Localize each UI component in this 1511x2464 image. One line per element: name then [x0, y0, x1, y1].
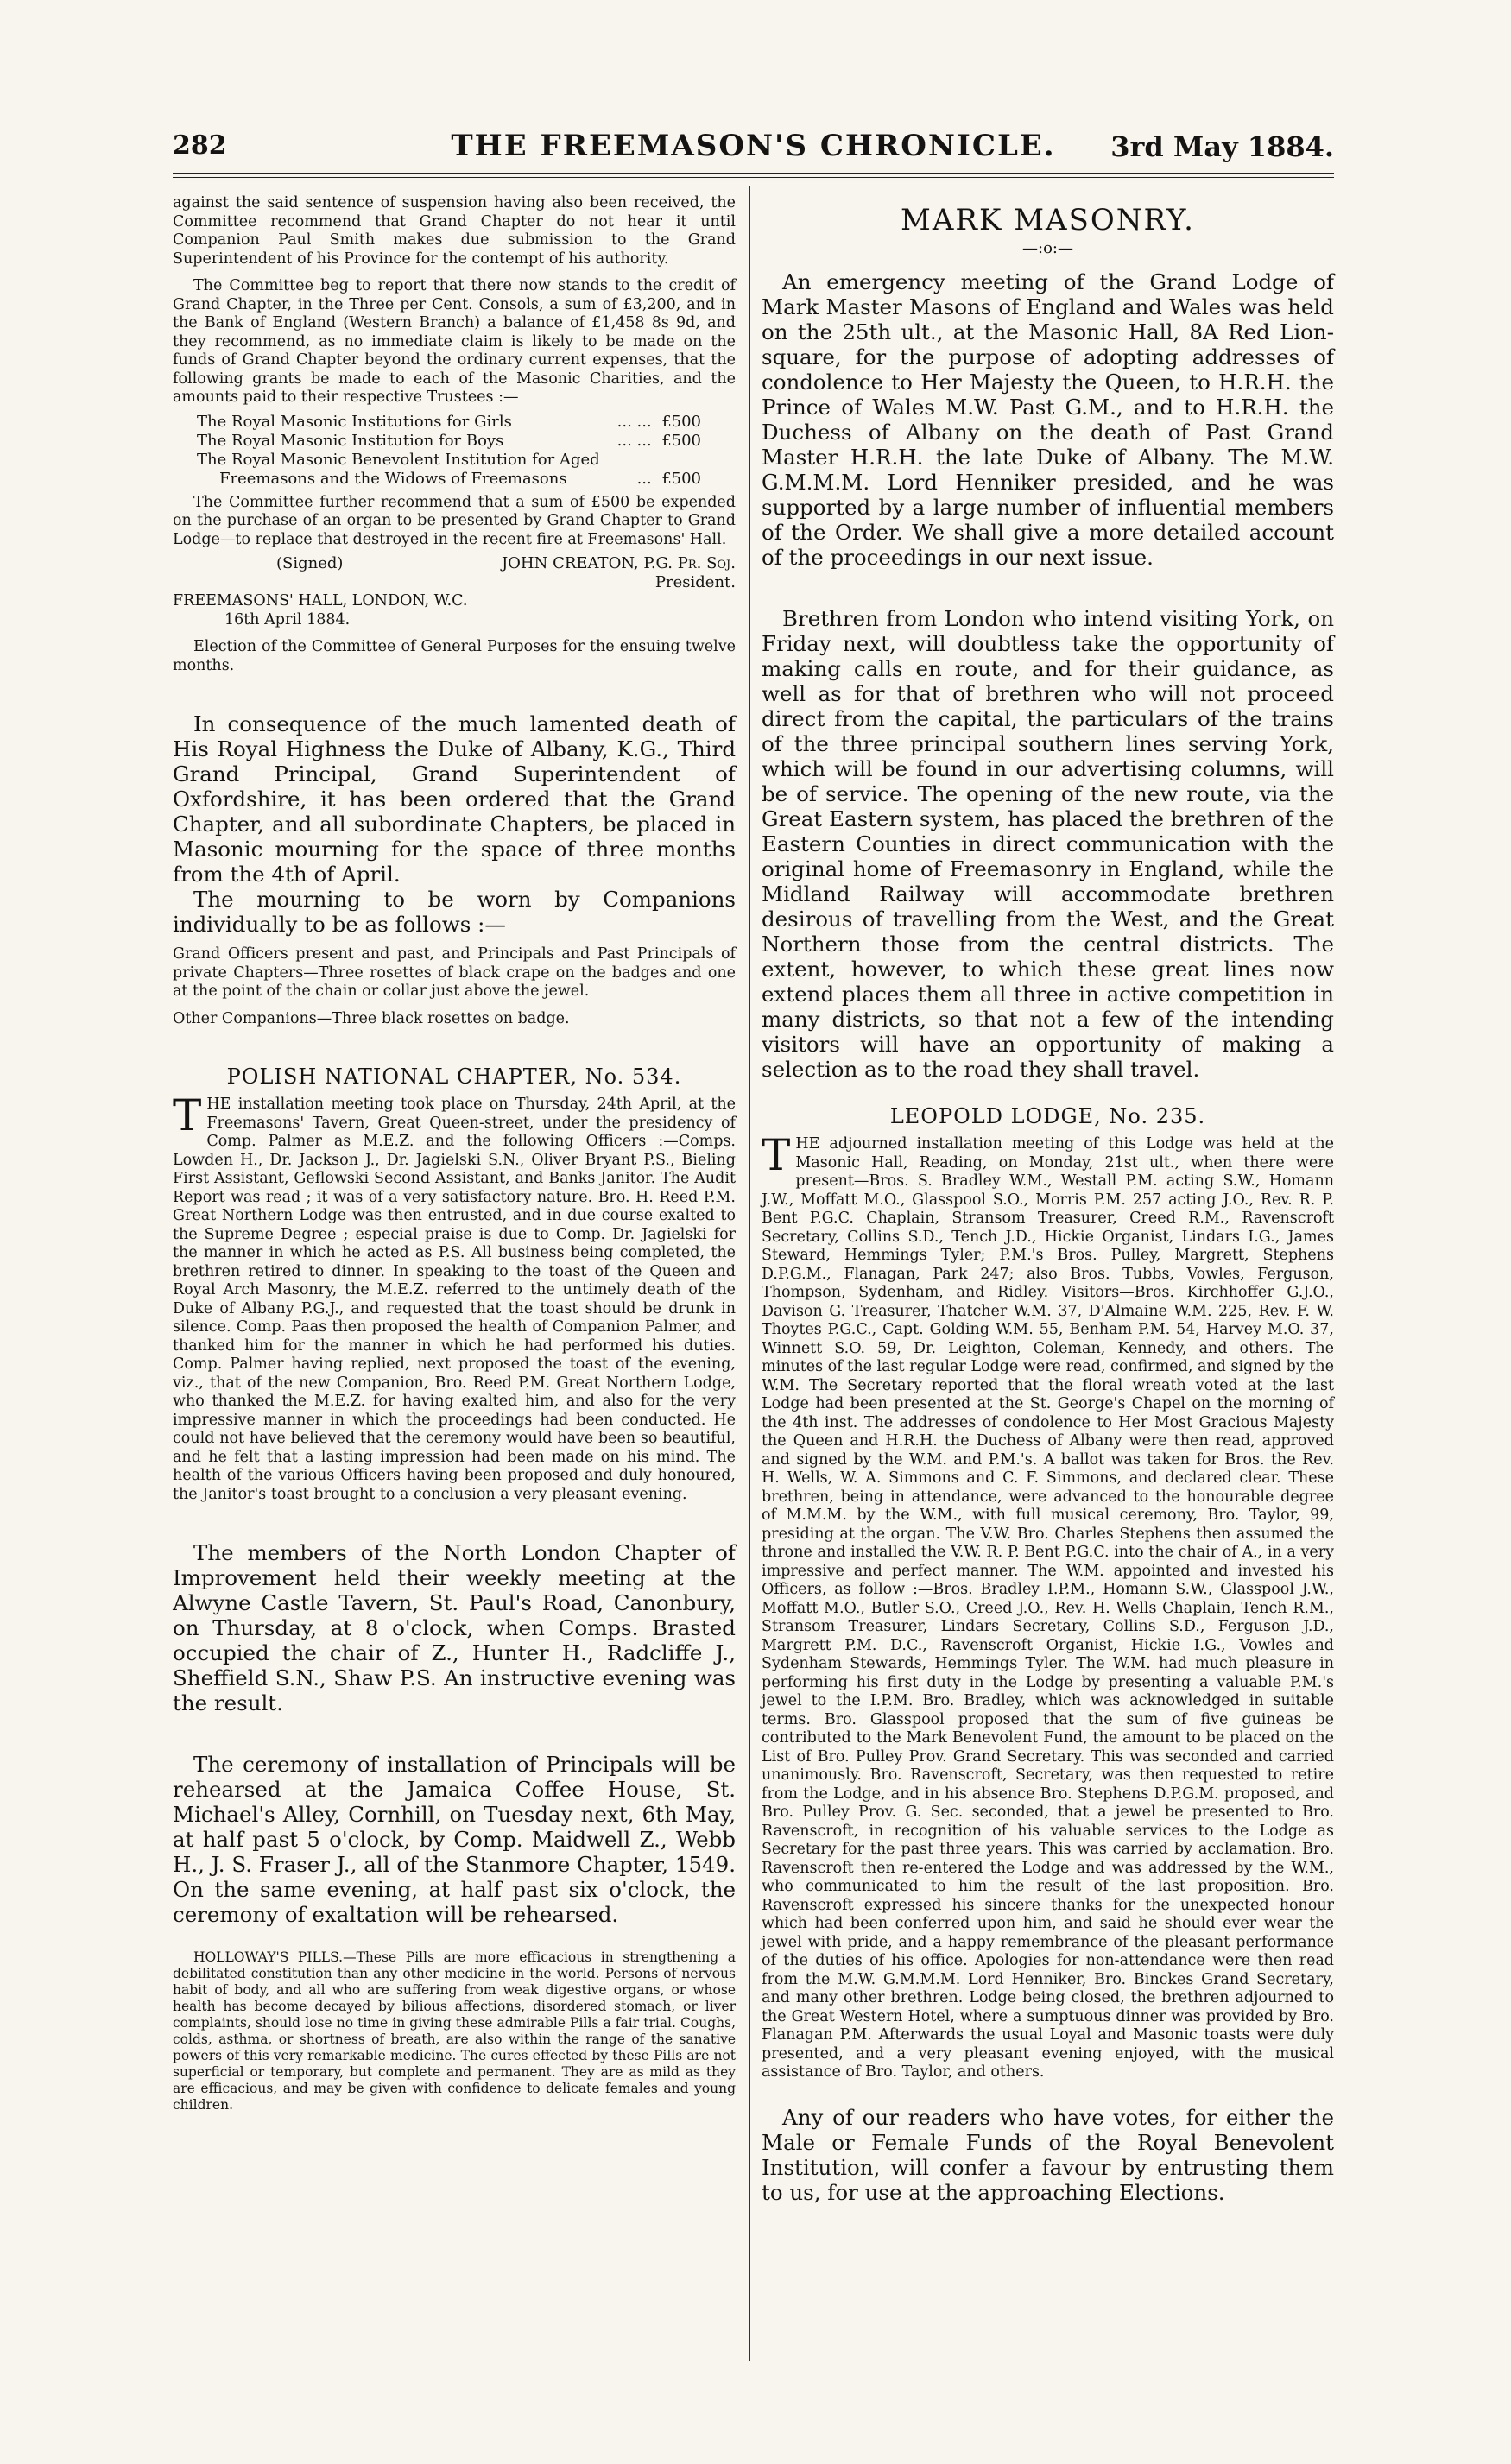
trustee-grants-list [197, 413, 736, 489]
paragraph: Grand Officers present and past, and Principals and Past Principals of private Chapters—Three rosettes of black crape on the badges and one at the point of the chain or collar just above the jewel. [173, 945, 736, 1000]
grant-leader: ... ... [616, 412, 652, 431]
section-heading: POLISH NATIONAL CHAPTER, No. 534. [226, 1065, 682, 1089]
grant-row [197, 432, 736, 451]
article-body [173, 1090, 736, 1504]
signature-line [173, 554, 736, 573]
paragraph: Brethren from London who intend visiting York, on Friday next, will doubtless take the opportunity of making calls en route, and for their guidance, as well as for that of brethren who will not proceed direct from the capital, the particulars of the trains of the three principal southern lines serving York, which will be found in our advertising columns, will be of service. The opening of the new route, via the Great Eastern system, has placed the brethren of the Eastern Counties in direct communication with the original home of Freemasonry in England, while the Midland Railway will accommodate brethren desirous of travelling from the West, and the Great Northern those from the central districts. The extent, however, to which these great lines now extend places them all three in active competition in many districts, so that not a few of the intending visitors will have an opportunity of making a selection as to the road they shall travel. [762, 606, 1334, 1082]
ornament: —:o:— [1022, 239, 1073, 257]
paragraph: The Committee further recommend that a sum of £500 be expended on the purchase of an organ to be presented by Grand Chapter to Grand Lodge—to replace that destroyed in the recent fire at Freemasons' Hall. [173, 493, 736, 548]
grant-row [197, 470, 736, 489]
left-column [173, 194, 736, 2113]
paragraph: The mourning to be worn by Companions individually to be as follows :— [173, 887, 736, 937]
issue-date: 3rd May 1884. [1110, 130, 1334, 163]
signed-label: (Signed) [276, 554, 344, 572]
section-heading: LEOPOLD LODGE, No. 235. [889, 1104, 1206, 1128]
grant-leader: ... ... [616, 431, 652, 450]
page-header [173, 125, 1334, 168]
grant-name: The Royal Masonic Benevolent Institution for Aged [197, 450, 600, 469]
paragraph: Election of the Committee of General Purposes for the ensuing twelve months. [173, 638, 736, 674]
article-text: HE installation meeting took place on Thursday, 24th April, at the Freemasons' Tavern, Great Queen-street, under the presidency of Comp. Palmer as M.E.Z. and the following Officers :—Comps. Lowden H., Dr. Jackson J., Dr. Jagielski S.N., Oliver Bryant P.S., Bieling First Assistant, Geflowski Second Assistant, and Banks Janitor. The Audit Report was read ; it was of a very satisfactory nature. Bro. H. Reed P.M. Great Northern Lodge was then entrusted, and in due course exalted to the Supreme Degree ; especial praise is due to Comp. Dr. Jagielski for the manner in which he acted as P.S. All business being completed, the brethren retired to dinner. In speaking to the toast of the Queen and Royal Arch Masonry, the M.E.Z. referred to the untimely death of the Duke of Albany P.G.J., and requested that the toast should be drunk in silence. Comp. Paas then proposed the health of Companion Palmer, and thanked him for the manner in which he had performed his duties. Comp. Palmer having replied, next proposed the toast of the evening, viz., that of the new Companion, Bro. Reed P.M. Great Northern Lodge, who thanked the M.E.Z. for having exalted him, and also for the very impressive manner in which the proceedings had been conducted. He could not have believed that the ceremony would have been so beautiful, and he felt that a lasting impression had been made on his mind. The health of the various Officers having been proposed and duly honoured, the Janitor's toast brought to a conclusion a very pleasant evening. [173, 1096, 736, 1503]
article-body [762, 1130, 1334, 2082]
publication-title: THE FREEMASON'S CHRONICLE. [451, 129, 1056, 163]
column-divider [749, 186, 750, 2361]
article-text: HE adjourned installation meeting of this Lodge was held at the Masonic Hall, Reading, on Monday, 21st ult., when there were present—Bros. S. Bradley W.M., Westall P.M. acting S.W., Homann J.W., Moffatt M.O., Glasspool S.O., Morris P.M. 257 acting J.O., Rev. R. P. Bent P.G.C. Chaplain, Stransom Treasurer, Creed R.M., Ravenscroft Secretary, Collins S.D., Tench J.D., Hickie Organist, Lindars I.G., James Steward, Hemmings Tyler; P.M.'s Bros. Pulley, Margrett, Stephens D.P.G.M., Flanagan, Park 247; also Bros. Tubbs, Vowles, Ferguson, Thompson, Sydenham, and Ridley. Visitors—Bros. Kirchhoffer G.J.O., Davison G. Treasurer, Thatcher W.M. 37, D'Almaine W.M. 225, Rev. F. W. Thoytes P.G.C., Capt. Golding W.M. 55, Benham P.M. 54, Harvey M.O. 37, Winnett S.O. 59, Dr. Leighton, Coleman, Kennedy, and others. The minutes of the last regular Lodge were read, confirmed, and signed by the W.M. The Secretary reported that the floral wreath voted at the last Lodge had been presented at the St. George's Chapel on the morning of the 4th inst. The addresses of condolence to Her Most Gracious Majesty the Queen and H.R.H. the Duchess of Albany were then read, approved and signed by the W.M. and P.M.'s. A ballot was taken for Bros. the Rev. H. Wells, W. A. Simmons and C. F. Simmons, and declared clear. These brethren, being in attendance, were advanced to the honourable degree of M.M.M. by the W.M., with full musical ceremony, Bro. Taylor, 99, presiding at the organ. The V.W. Bro. Charles Stephens then assumed the throne and installed the V.W. R. P. Bent P.G.C. into the chair of A., in a very impressive and perfect manner. The W.M. appointed and invested his Officers, as follow :—Bros. Bradley I.P.M., Homann S.W., Glasspool J.W., Moffatt M.O., Butler S.O., Creed J.O., Rev. H. Wells Chaplain, Tench R.M., Stransom Treasurer, Lindars Secretary, Collins S.D., Ferguson J.D., Margrett P.M. D.C., Ravenscroft Organist, Hickie I.G., Vowles and Sydenham Stewards, Hemmings Tyler. The W.M. had much pleasure in performing his first duty in the Lodge by presenting a valuable P.M.'s jewel to the I.P.M. Bro. Bradley, which was acknowledged in suitable terms. Bro. Glasspool proposed that the sum of five guineas be contributed to the Mark Benevolent Fund, the amount to be placed on the List of Bro. Pulley Prov. Grand Secretary. This was seconded and carried unanimously. Bro. Ravenscroft, Secretary, was then requested to retire from the Lodge, and in his absence Bro. Stephens D.P.G.M. proposed, and Bro. Pulley Prov. G. Sec. seconded, that a jewel be presented to Bro. Ravenscroft, in recognition of his valuable services to the Lodge as Secretary for the past three years. This was carried by acclamation. Bro. Ravenscroft then re-entered the Lodge and was addressed by the W.M., who communicated to him the result of the last proposition. Bro. Ravenscroft expressed his sincere thanks for the unexpected honour which had been conferred upon him, and said he should ever wear the jewel with pride, and a happy remembrance of the pleasant performance of the duties of his office. Apologies for non-attendance were then read from the M.W. G.M.M.M. Lord Henniker, Bro. Binckes Grand Secretary, and many other brethren. Lodge being closed, the brethren adjourned to the Great Western Hotel, where a sumptuous dinner was provided by Bro. Flanagan P.M. Afterwards the usual Loyal and Masonic toasts were duly presented, and a very pleasant evening enjoyed, with the musical assistance of Bro. Taylor, and others. [762, 1135, 1334, 2081]
advertisement [173, 1949, 736, 2113]
signed-title: President. [654, 573, 736, 591]
hall-date: 16th April 1884. [224, 610, 351, 629]
grant-leader: ... [636, 469, 652, 488]
paragraph: The members of the North London Chapter of Improvement held their weekly meeting at the Alwyne Castle Tavern, St. Paul's Road, Canonbury, on Thursday, at 8 o'clock, when Comps. Brasted occupied the chair of Z., Hunter H., Radcliffe J., Sheffield S.N., Shaw P.S. An instructive evening was the result. [173, 1540, 736, 1715]
grant-row [197, 451, 736, 470]
grant-row [197, 413, 736, 432]
grant-name: The Royal Masonic Institutions for Girls [197, 412, 512, 431]
advert-text: —These Pills are more efficacious in strengthening a debilitated constitution than any other medicine in the world. Persons of nervous habit of body, and all who are suffering from weak digestive organs, or whose health has become decayed by bilious affections, disordered stomach, or liver complaints, should lose no time in giving these admirable Pills a fair trial. Coughs, colds, asthma, or shortness of breath, are also within the range of the sanative powers of this very remarkable medicine. The cures effected by these Pills are not superficial or temporary, but complete and permanent. They are as mild as they are efficacious, and may be given with confidence to delicate females and young children. [173, 1949, 736, 2113]
paragraph: An emergency meeting of the Grand Lodge of Mark Master Masons of England and Wales was held on the 25th ult., at the Masonic Hall, 8A Red Lion-square, for the purpose of adopting addresses of condolence to Her Majesty the Queen, to H.R.H. the Prince of Wales M.W. Past G.M., and to H.R.H. the Duchess of Albany on the death of Past Grand Master H.R.H. the late Duke of Albany. The M.W. G.M.M.M. Lord Henniker presided, and he was supported by a large number of influential members of the Order. We shall give a more detailed account of the proceedings in our next issue. [762, 269, 1334, 570]
grant-amount: £500 [661, 469, 701, 488]
paragraph: Other Companions—Three black rosettes on badge. [173, 1009, 570, 1027]
drop-cap: T [762, 1130, 791, 1180]
paragraph: against the said sentence of suspension having also been received, the Committee recommend that Grand Chapter do not hear it until Companion Paul Smith makes due submission to the Grand Superintendent of his Province for the contempt of his authority. [173, 194, 736, 268]
paragraph: The ceremony of installation of Principals will be rehearsed at the Jamaica Coffee House, St. Michael's Alley, Cornhill, on Tuesday next, 6th May, at half past 5 o'clock, by Comp. Maidwell Z., Webb H., J. S. Fraser J., all of the Stanmore Chapter, 1549. On the same evening, at half past six o'clock, the ceremony of exaltation will be rehearsed. [173, 1752, 736, 1927]
header-rule-thin [173, 177, 1334, 178]
paragraph: Any of our readers who have votes, for either the Male or Female Funds of the Royal Benevolent Institution, will confer a favour by entrusting them to us, for use at the approaching Elections. [762, 2104, 1334, 2205]
header-rule [173, 173, 1334, 174]
advert-lead: HOLLOWAY'S PILLS. [193, 1949, 344, 1965]
right-column [762, 194, 1334, 2205]
grant-name: Freemasons and the Widows of Freemasons [219, 469, 567, 488]
signed-name: JOHN CREATON, P.G. Pr. Soj. [501, 554, 736, 572]
drop-cap: T [173, 1090, 202, 1140]
page-number: 282 [173, 130, 227, 161]
paragraph: In consequence of the much lamented death of His Royal Highness the Duke of Albany, K.G., Third Grand Principal, Grand Superintendent of Oxfordshire, it has been ordered that the Grand Chapter, and all subordinate Chapters, be placed in Masonic mourning for the space of three months from the 4th of April. [173, 711, 736, 887]
hall-address: FREEMASONS' HALL, LONDON, W.C. [173, 592, 468, 610]
grant-amount: £500 [661, 431, 701, 450]
grant-amount: £500 [661, 412, 701, 431]
paragraph: The Committee beg to report that there now stands to the credit of Grand Chapter, in the Three per Cent. Consols, a sum of £3,200, and in the Bank of England (Western Branch) a balance of £1,458 8s 9d, and they recommend, as no immediate claim is likely to be made on the funds of Grand Chapter beyond the ordinary current expenses, that the following grants be made to each of the Masonic Charities, and the amounts paid to their respective Trustees :— [173, 277, 736, 406]
grant-name: The Royal Masonic Institution for Boys [197, 431, 504, 450]
section-heading: MARK MASONRY. [901, 203, 1195, 237]
